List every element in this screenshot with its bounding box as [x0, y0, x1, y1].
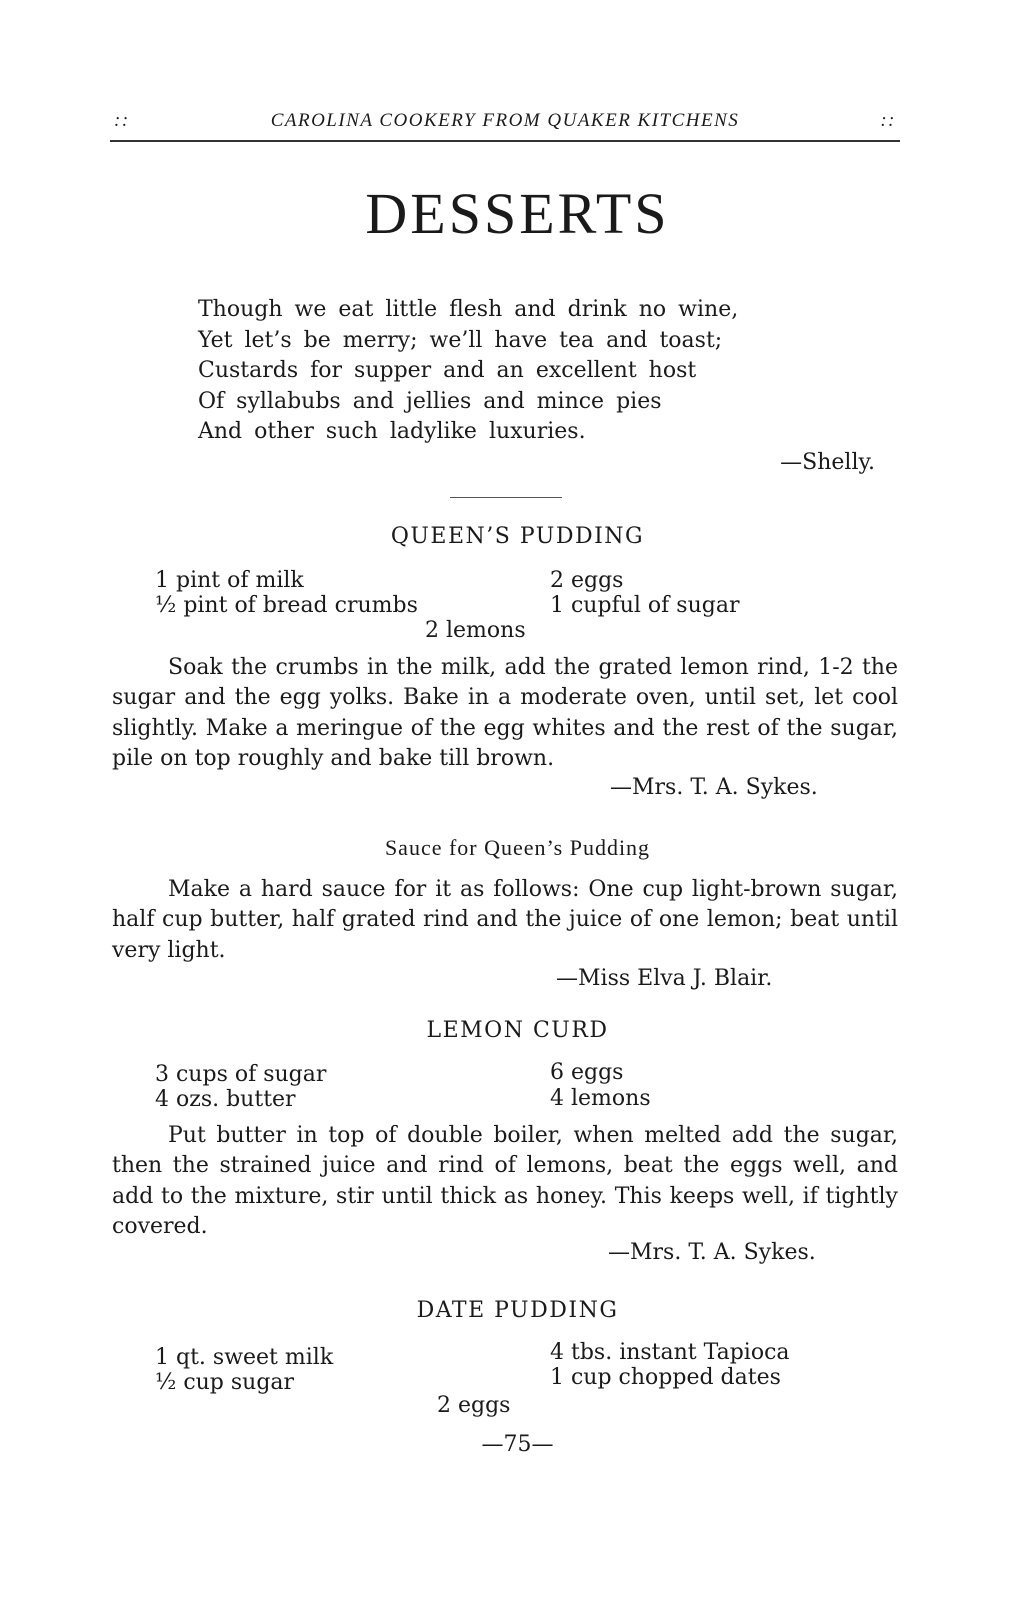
- recipe-attribution: —Mrs. T. A. Sykes.: [608, 1240, 816, 1265]
- ingredient-item: 4 lemons: [550, 1086, 651, 1111]
- ingredient-item: 1 pint of milk: [155, 568, 304, 593]
- ingredient-item: 2 eggs: [437, 1393, 511, 1418]
- poem-attribution: —Shelly.: [780, 450, 875, 475]
- recipe-attribution: —Mrs. T. A. Sykes.: [610, 775, 818, 800]
- chapter-title: DESSERTS: [365, 181, 670, 246]
- header-title: CAROLINA COOKERY FROM QUAKER KITCHENS: [270, 110, 740, 131]
- poem-line: Custards for supper and an excellent host: [198, 358, 697, 383]
- poem-line: And other such ladylike luxuries.: [198, 419, 586, 444]
- ingredient-item: ½ cup sugar: [155, 1370, 295, 1395]
- recipe-attribution: —Miss Elva J. Blair.: [556, 966, 773, 991]
- running-header: [110, 110, 900, 142]
- epigraph-poem: [198, 295, 738, 448]
- poem-line: Though we eat little flesh and drink no wine,: [198, 297, 739, 322]
- header-ornament-right: ::: [880, 110, 896, 131]
- ingredient-item: 2 eggs: [550, 568, 624, 593]
- recipe-directions: Soak the crumbs in the milk, add the grated lemon rind, 1-2 the sugar and the egg yolks. Bake in a moderate oven, until set, let cool slightly. Make a meringue of the egg whites and the rest of the sugar, pile on top roughly and bake till brown.: [112, 655, 898, 772]
- ingredient-item: 4 ozs. butter: [155, 1087, 296, 1112]
- poem-line: Yet let’s be merry; we’ll have tea and toast;: [198, 327, 723, 353]
- recipe-directions: Make a hard sauce for it as follows: One cup light-brown sugar, half cup butter, half grated rind and the juice of one lemon; beat until very light.: [112, 877, 898, 963]
- header-ornament-left: ::: [114, 110, 130, 131]
- poem-line: Of syllabubs and jellies and mince pies: [198, 388, 662, 414]
- ingredient-item: 2 lemons: [425, 618, 526, 643]
- ingredient-item: 1 qt. sweet milk: [155, 1345, 334, 1370]
- recipe-directions: Put butter in top of double boiler, when melted add the sugar, then the strained juice and rind of lemons, beat the eggs well, and add to the mixture, stir until thick as honey. This keeps well, if tightly covered.: [112, 1123, 898, 1240]
- page-number: —75—: [481, 1432, 554, 1457]
- ingredient-item: 1 cup chopped dates: [550, 1365, 781, 1390]
- ingredient-item: 3 cups of sugar: [155, 1062, 327, 1087]
- ingredient-item: 1 cupful of sugar: [550, 593, 740, 618]
- recipe-title-date-pudding: DATE PUDDING: [416, 1298, 619, 1323]
- recipe-title-lemon-curd: LEMON CURD: [426, 1018, 609, 1043]
- section-divider: [450, 497, 562, 498]
- recipe-title-sauce: Sauce for Queen’s Pudding: [384, 835, 651, 860]
- ingredient-item: 4 tbs. instant Tapioca: [550, 1340, 790, 1365]
- ingredient-item: ½ pint of bread crumbs: [155, 593, 418, 618]
- recipe-title-queens-pudding: QUEEN’S PUDDING: [390, 524, 645, 549]
- ingredient-item: 6 eggs: [550, 1060, 624, 1085]
